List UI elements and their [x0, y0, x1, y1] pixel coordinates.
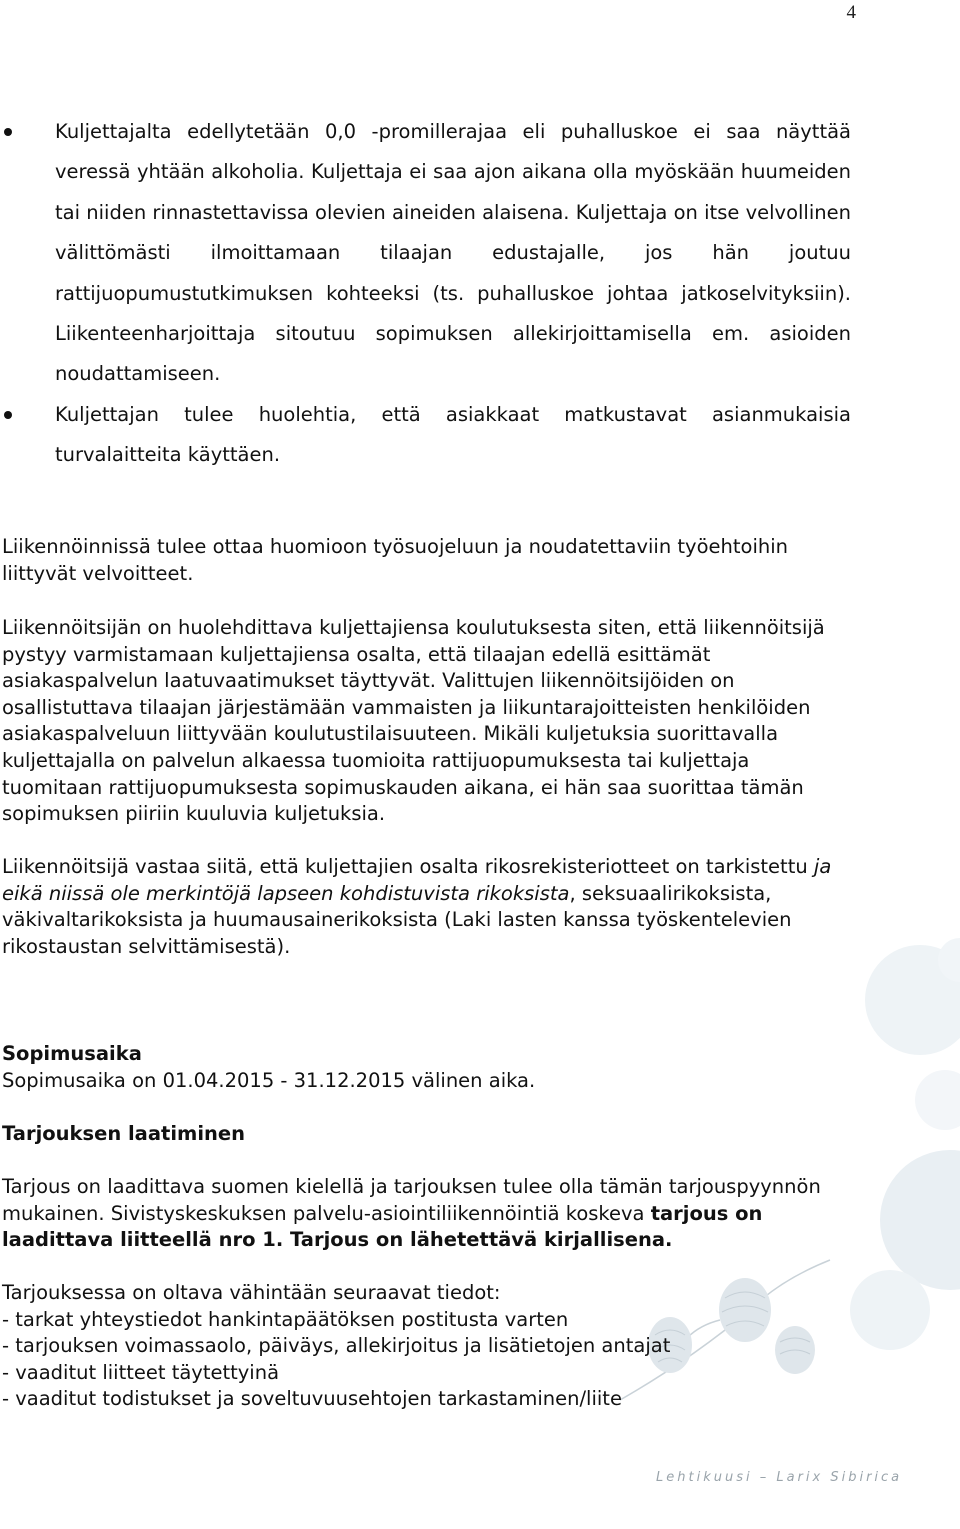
- bullet-text-safety-equipment: Kuljettajan tulee huolehtia, että asiakkaat matkustavat asianmukaisia turvalaitteita käyttäen.: [55, 402, 851, 467]
- bullet-icon: [4, 128, 12, 136]
- page-number: 4: [846, 2, 856, 23]
- requirements-bullet-list: [0, 112, 960, 476]
- criminal-record-text-2: , seksuaalirikoksista, väkivaltarikoksista ja huumausainerikoksista (Laki lasten kanssa työskentelevien rikostaustan selvittämisestä).: [2, 881, 792, 958]
- list-item: - vaaditut liitteet täytettyinä: [2, 1360, 280, 1384]
- criminal-record-text-1: Liikennöitsijä vastaa siitä, että kuljettajien osalta rikosrekisteriotteet on tarkistettu: [2, 855, 814, 878]
- bullet-icon: [4, 411, 12, 419]
- criminal-record-italic: ja eikä niissä ole merkintöjä lapseen kohdistuvista rikoksista: [2, 855, 832, 905]
- bullet-text-alcohol: Kuljettajalta edellytetään 0,0 -promillerajaa eli puhalluskoe ei saa näyttää veressä yhtään alkoholia. Kuljettaja ei saa ajon aikana olla myöskään huumeiden tai niiden rinnastettavissa olevien aineiden alaisena. Kuljettaja on itse velvollinen välittömästi ilmoittamaan tilaajan edustajalle, jos hän joutuu rattijuopumustutkimuksen kohteeksi (ts. puhalluskoe johtaa jatkoselvityksiin). Liikenteenharjoittaja sitoutuu sopimuksen allekirjoittamisella em. asioiden noudattamiseen.: [55, 120, 851, 386]
- tender-bold-text: tarjous on laadittava liitteellä nro 1. Tarjous on lähetettävä kirjallisena.: [2, 1201, 763, 1252]
- required-info-intro: Tarjouksessa on oltava vähintään seuraavat tiedot:: [2, 1281, 501, 1304]
- list-item: - tarjouksen voimassaolo, päiväys, allekirjoitus ja lisätietojen antajat: [2, 1334, 671, 1358]
- list-item: - tarkat yhteystiedot hankintapäätöksen postitusta varten: [2, 1307, 569, 1331]
- criminal-record-paragraph: [2, 854, 842, 960]
- contract-period-text: Sopimusaika on 01.04.2015 - 31.12.2015 välinen aika.: [2, 1069, 536, 1092]
- footer-brand-text: Lehtikuusi – Larix Sibirica: [656, 1470, 903, 1485]
- work-safety-paragraph: Liikennöinnissä tulee ottaa huomioon työsuojeluun ja noudatettaviin työehtoihin liittyvät velvoitteet.: [2, 535, 789, 585]
- tender-text: Tarjous on laadittava suomen kielellä ja tarjouksen tulee olla tämän tarjouspyynnön mukainen. Sivistyskeskuksen palvelu-asiointiliikennöintiä koskeva: [2, 1175, 821, 1225]
- tender-paragraph: [2, 1174, 842, 1254]
- list-item: - vaaditut todistukset ja soveltuvuusehtojen tarkastaminen/liite: [2, 1387, 622, 1411]
- list-item: [0, 395, 851, 476]
- required-info-list: [2, 1280, 842, 1413]
- list-item: [0, 112, 851, 395]
- contract-period-heading: Sopimusaika: [2, 1042, 142, 1065]
- tender-heading: Tarjouksen laatiminen: [2, 1122, 245, 1145]
- driver-training-paragraph: Liikennöitsijän on huolehdittava kuljettajiensa koulutuksesta siten, että liikennöitsijä pystyy varmistamaan kuljettajiensa osalta, että tilaajan edellä esittämät asiakaspalvelun laatuvaatimukset täyttyvät. Valittujen liikennöitsijöiden on osallistuttava tilaajan järjestämään vammaisten ja liikuntarajoitteisten henkilöiden asiakaspalveluun liittyvään koulutustilaisuuteen. Mikäli kuljetuksia suorittavalla kuljettajalla on palvelun alkaessa tuomioita rattijuopumuksesta tai kuljettaja tuomitaan rattijuopumuksesta sopimuskauden aikana, ei hän saa suorittaa tämän sopimuksen piiriin kuuluvia kuljetuksia.: [2, 616, 825, 826]
